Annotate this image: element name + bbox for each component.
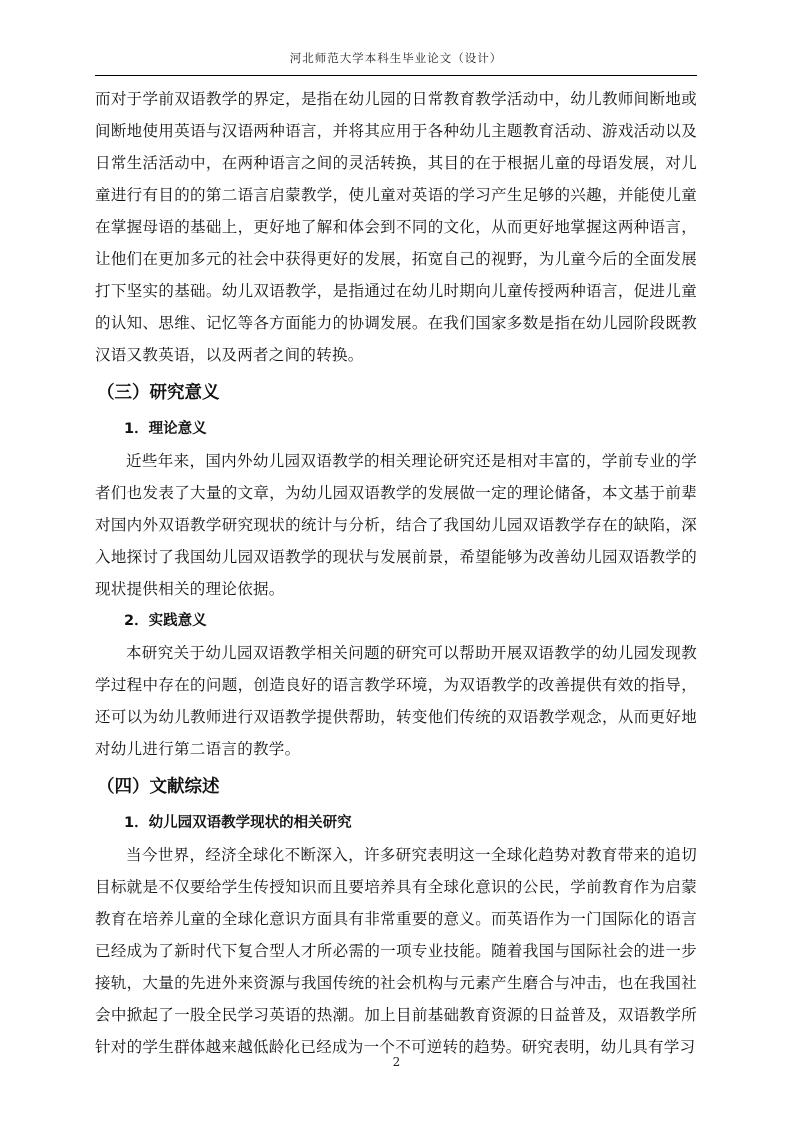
page-content: [95, 83, 697, 1063]
paragraph-practical-significance: 本研究关于幼儿园双语教学相关问题的研究可以帮助开展双语教学的幼儿园发现教学过程中存在的问题，创造良好的语言教学环境，为双语教学的改善提供有效的指导，还可以为幼儿教师进行双语教学提供帮助，转变他们传统的双语教学观念，从而更好地对幼儿进行第二语言的教学。: [95, 644, 697, 758]
paragraph-definition: 而对于学前双语教学的界定，是指在幼儿园的日常教育教学活动中，幼儿教师间断地或间断地使用英语与汉语两种语言，并将其应用于各种幼儿主题教育活动、游戏活动以及日常生活活动中，在两种语言之间的灵活转换，其目的在于根据儿童的母语发展，对儿童进行有目的的第二语言启蒙教学，使儿童对英语的学习产生足够的兴趣，并能使儿童在掌握母语的基础上，更好地了解和体会到不同的文化，从而更好地掌握这两种语言，让他们在更加多元的社会中获得更好的发展，拓宽自己的视野，为儿童今后的全面发展打下坚实的基础。幼儿双语教学，是指通过在幼儿时期向儿童传授两种语言，促进儿童的认知、思维、记忆等各方面能力的协调发展。在我们国家多数是指在幼儿园阶段既教汉语又教英语，以及两者之间的转换。: [95, 90, 697, 364]
paragraph-literature-review: 当今世界，经济全球化不断深入，许多研究表明这一全球化趋势对教育带来的追切目标就是不仅要给学生传授知识而且要培养具有全球化意识的公民，学前教育作为启蒙教育在培养儿童的全球化意识方面具有非常重要的意义。而英语作为一门国际化的语言已经成为了新时代下复合型人才所必需的一项专业技能。随着我国与国际社会的进一步接轨，大量的先进外来资源与我国传统的社会机构与元素产生磨合与冲击，也在我国社会中掀起了一股全民学习英语的热潮。加上目前基础教育资源的日益普及，双语教学所针对的学生群体越来越低龄化已经成为一个不可逆转的趋势。研究表明，幼儿具有学习: [95, 846, 697, 1056]
running-header: 河北师范大学本科生毕业论文（设计）: [289, 51, 503, 65]
page-number: 2: [392, 1055, 401, 1069]
subheading-theoretical-significance: 1．理论意义: [124, 421, 207, 437]
subheading-practical-significance: 2．实践意义: [124, 613, 207, 629]
paragraph-theoretical-significance: 近些年来，国内外幼儿园双语教学的相关理论研究还是相对丰富的，学前专业的学者们也发表了大量的文章，为幼儿园双语教学的发展做一定的理论储备，本文基于前辈对国内外双语教学研究现状的统计与分析，结合了我国幼儿园双语教学存在的缺陷，深入地探讨了我国幼儿园双语教学的现状与发展前景，希望能够为改善幼儿园双语教学的现状提供相关的理论依据。: [95, 452, 697, 598]
subheading-bilingual-status-research: 1．幼儿园双语教学现状的相关研究: [124, 815, 352, 831]
section-heading-literature-review: （四）文献综述: [97, 777, 220, 797]
section-heading-research-significance: （三）研究意义: [97, 383, 220, 403]
header-rule: [95, 75, 697, 76]
